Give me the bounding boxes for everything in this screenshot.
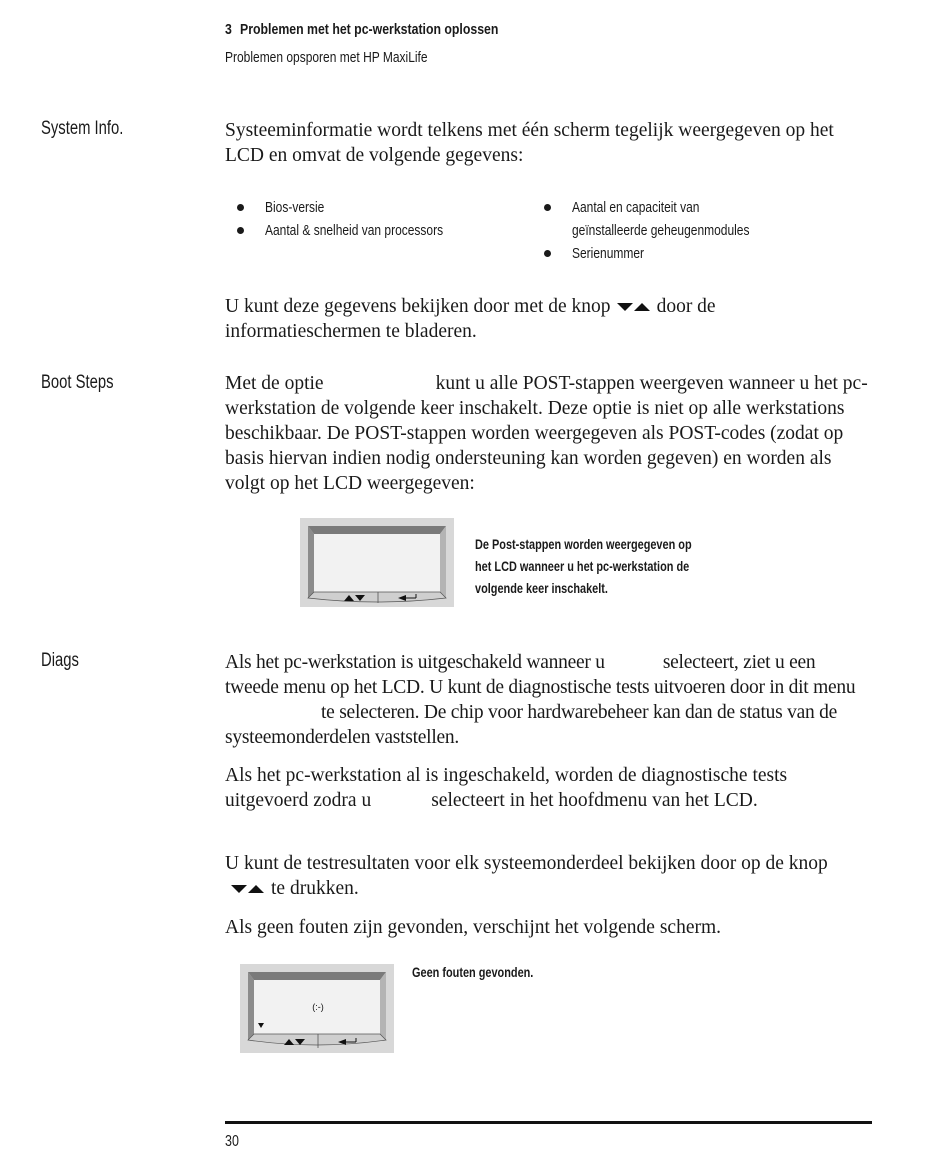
boot-steps-figure-caption: De Post-stappen worden weergegeven op het LCD wanneer u het pc-werkstation de volgende keer inschakelt. <box>475 536 692 596</box>
bullet-column-right <box>532 196 794 265</box>
footer-rule <box>225 1121 872 1124</box>
lcd-panel-no-errors <box>240 964 394 1053</box>
lcd-display-text: (:-) <box>312 1002 324 1012</box>
section-title: Problemen opsporen met HP MaxiLife <box>225 49 428 66</box>
side-label-boot-steps: Boot Steps <box>41 372 114 393</box>
chapter-title: Problemen met het pc-werkstation oplossen <box>240 21 499 38</box>
bullet-item-continuation: geïnstalleerde geheugenmodules <box>572 222 750 239</box>
no-errors-figure-caption: Geen fouten gevonden. <box>412 964 534 980</box>
system-info-intro-text: Systeeminformatie wordt telkens met één scherm tegelijk weergegeven op het LCD en omvat de volgende gegevens: <box>225 120 834 166</box>
bullet-item: Serienummer <box>532 242 794 265</box>
up-down-arrows-icon <box>617 301 651 313</box>
bullet-icon <box>544 250 551 257</box>
bullet-item: Aantal & snelheid van processors <box>225 219 488 242</box>
side-label-system-info: System Info. <box>41 118 124 139</box>
side-label-diags: Diags <box>41 650 79 671</box>
bullet-icon <box>237 227 244 234</box>
bullet-column-left <box>225 196 488 242</box>
diags-paragraph-4: Als geen fouten zijn gevonden, verschijnt het volgende scherm. <box>225 917 722 938</box>
bullet-icon <box>237 204 244 211</box>
diags-paragraph-3: U kunt de testresultaten voor elk systeemonderdeel bekijken door op de knopte drukken. <box>225 853 828 899</box>
diags-paragraph-1: Als het pc-werkstation is uitgeschakeld wanneer u selecteert, ziet u een tweede menu op het LCD. U kunt de diagnostische tests uitvoeren door in dit menute selecteren. De chip voor hardwarebeheer kan dan de status van de systeemonderdelen vaststellen. <box>225 652 856 748</box>
chapter-number: 3 <box>225 21 232 38</box>
up-down-arrows-icon <box>231 883 265 895</box>
page-number: 30 <box>225 1133 239 1150</box>
bullet-icon <box>544 204 551 211</box>
system-info-scroll-instructions: U kunt deze gegevens bekijken door met de knop door de informatieschermen te bladeren. <box>225 296 716 342</box>
boot-steps-description: Met de optie kunt u alle POST-stappen weergeven wanneer u het pc-werkstation de volgende keer inschakelt. Deze optie is niet op alle werkstations beschikbaar. De POST-stappen worden weergegeven als POST-codes (zodat op basis hiervan indien nodig ondersteuning kan worden gegeven) en worden als volgt op het LCD weergegeven: <box>225 373 868 494</box>
diags-paragraph-2: Als het pc-werkstation al is ingeschakeld, worden de diagnostische tests uitgevoerd zodra u selecteert in het hoofdmenu van het LCD. <box>225 765 788 811</box>
system-info-intro <box>225 118 870 168</box>
bullet-item: Bios-versie <box>225 196 488 219</box>
chapter-heading <box>225 21 498 38</box>
lcd-panel-boot-steps <box>300 518 454 607</box>
bullet-item: Aantal en capaciteit van <box>532 196 794 219</box>
